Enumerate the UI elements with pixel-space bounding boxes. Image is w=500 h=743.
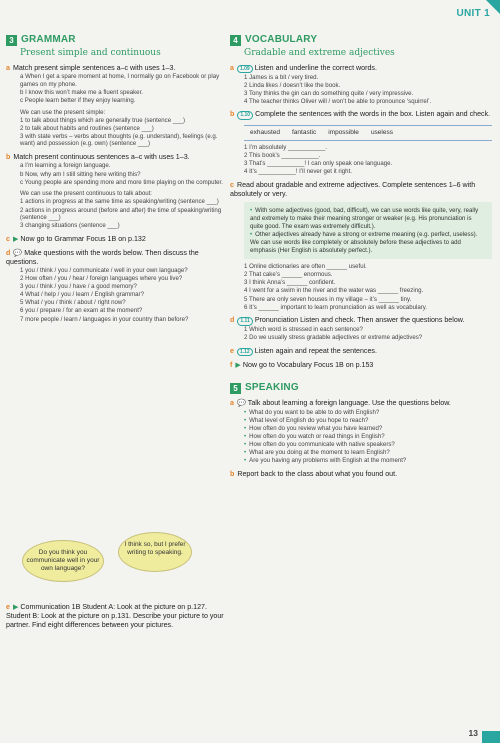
item-list <box>244 263 492 311</box>
unit-label: UNIT 1 <box>456 8 490 19</box>
rule-item <box>250 231 486 254</box>
list-item: 3 you / think / you / have / a good memory? <box>20 283 137 291</box>
list-item: 1 James is a bit / very tired. <box>244 73 319 81</box>
list-item: 3 Tony thinks the gin can do something quite / very impressive. <box>244 89 414 97</box>
task-letter: e <box>230 346 234 355</box>
task-letter: a <box>230 399 234 408</box>
grammar-heading <box>6 34 226 47</box>
vocabulary-column <box>230 34 492 479</box>
list-item <box>244 417 492 425</box>
bullet-icon: • <box>244 424 247 432</box>
list-item: c People learn better if they enjoy learning. <box>20 96 136 104</box>
bullet-icon: • <box>244 433 247 441</box>
speech-bubble-answer: I think so, but I prefer writing to speaking. <box>118 532 192 572</box>
task-letter: d <box>230 316 235 325</box>
task-a <box>230 64 492 73</box>
list-item <box>244 433 492 441</box>
rule-item <box>250 207 486 230</box>
communication-task-text[interactable]: Communication 1B Student A: Look at the picture on p.127. Student B: Look at the picture on p.131. Describe your picture to your partner. Find eight differences between your pictures. <box>6 603 224 629</box>
list-item: 1 to talk about things which are generally true (sentence ___) <box>20 116 185 124</box>
question-list <box>244 409 492 465</box>
speaking-heading <box>230 382 492 395</box>
list-item: 1 actions in progress at the same time as speaking/writing (sentence ___) <box>20 198 219 206</box>
list-item: 2 How often / you / hear / foreign languages where you live? <box>20 275 183 283</box>
task-b <box>6 153 226 162</box>
list-item: 7 more people / learn / languages in your country than before? <box>20 315 189 323</box>
task-c <box>230 181 492 199</box>
list-item: 1 you / think / you / communicate / well in your own language? <box>20 266 188 274</box>
task-a <box>230 399 492 408</box>
list-item <box>244 457 492 465</box>
audio-icon[interactable]: 1.09 <box>237 65 253 73</box>
vocabulary-focus-link[interactable]: Now go to Vocabulary Focus 1B on p.153 <box>242 361 374 369</box>
audio-icon[interactable]: 1.11 <box>237 317 252 325</box>
play-arrow-icon: ▶ <box>235 361 241 369</box>
list-item: 6 It’s ______ important to learn pronunciation as well as vocabulary. <box>244 303 428 311</box>
task-letter: e <box>6 603 10 611</box>
list-item: b I know this won’t make me a fluent speaker. <box>20 88 143 96</box>
list-item: 2 to talk about habits and routines (sentence ___) <box>20 124 154 132</box>
section-subtitle: Present simple and continuous <box>20 47 161 58</box>
list-item: 2 This book’s ___________. <box>244 151 321 159</box>
audio-icon[interactable]: 1.12 <box>237 348 253 356</box>
list-item: 1 Online dictionaries are often ______ useful. <box>244 263 367 271</box>
list-item: 2 That cake’s ______ enormous. <box>244 271 333 279</box>
bullet-icon: • <box>244 408 247 416</box>
question-text: Are you having any problems with English at the moment? <box>249 457 407 465</box>
task-letter: a <box>230 63 234 72</box>
bullet-icon: • <box>244 449 247 457</box>
rules-box <box>244 202 492 259</box>
list-item: 4 It’s ___________! I’ll never get it right. <box>244 168 352 176</box>
list-item: 3 I think Anna’s ______ confident. <box>244 279 336 287</box>
list-item: 2 actions in progress around (before and after) the time of speaking/writing (sentence ___) <box>20 206 222 222</box>
list-item: 1 I’m absolutely ___________. <box>244 143 328 151</box>
task-letter: b <box>230 110 235 119</box>
list-item: 5 There are only seven houses in my village – it’s ______ tiny. <box>244 295 412 303</box>
item-list <box>244 326 492 342</box>
task-letter: b <box>230 469 235 478</box>
list-item: 2 Do we usually stress gradable adjectives or extreme adjectives? <box>244 334 423 342</box>
task-a <box>6 64 226 73</box>
list-item <box>244 449 492 457</box>
play-arrow-icon: ▶ <box>12 234 19 243</box>
task-b <box>230 470 492 479</box>
task-letter: d <box>6 248 11 257</box>
uses-list <box>20 117 226 148</box>
list-item: a I’m learning a foreign language. <box>20 162 111 170</box>
task-d <box>230 316 492 325</box>
task-d <box>6 249 226 267</box>
task-b <box>230 110 492 119</box>
page-number: 13 <box>468 728 478 739</box>
speech-bubble-icon: 💬 <box>236 399 246 408</box>
word-box-item: exhausted <box>250 128 280 136</box>
task-instruction: Talk about learning a foreign language. Use the questions below. <box>247 399 451 408</box>
speech-bubble-icon: 💬 <box>13 248 23 257</box>
list-item: 1 Which word is stressed in each sentence? <box>244 326 363 334</box>
uses-list <box>20 198 226 229</box>
vocabulary-heading <box>230 34 492 47</box>
task-instruction: Report back to the class about what you found out. <box>237 469 398 478</box>
task-instruction: Match present simple sentences a–c with uses 1–3. <box>12 63 176 72</box>
task-letter: b <box>6 153 11 162</box>
task-instruction: Listen again and repeat the sentences. <box>254 346 377 355</box>
word-box-item: useless <box>370 128 393 136</box>
section-number: 5 <box>230 383 241 394</box>
section-title: GRAMMAR <box>21 34 76 45</box>
item-list <box>244 144 492 176</box>
rule-text: With some adjectives (good, bad, difficult), we can use words like quite, very, really and extremely to make their meaning stronger or weaker (e.g. His pronunciation is quite good. The exam was extremely difficult.). <box>250 207 479 230</box>
list-item: 4 The teacher thinks Oliver will / won’t be able to pronounce ‘squirrel’. <box>244 97 432 105</box>
page-corner-bar <box>482 731 500 743</box>
list-item: 4 I went for a swim in the river and the water was ______ freezing. <box>244 287 424 295</box>
usage-note: We can use the present simple: <box>20 108 106 116</box>
list-item: 5 What / you / think / about / right now? <box>20 299 126 307</box>
task-letter: c <box>6 234 10 243</box>
task-e <box>230 347 492 356</box>
speech-bubble-question: Do you think you communicate well in your own language? <box>22 540 104 582</box>
question-text: How often do you watch or read things in English? <box>249 433 385 441</box>
task-instruction: Complete the sentences with the words in the box. Listen again and check. <box>255 110 491 119</box>
section-title: VOCABULARY <box>245 34 318 45</box>
task-e <box>6 603 226 630</box>
question-text: What level of English do you hope to reach? <box>249 416 369 424</box>
question-list <box>20 267 226 323</box>
list-item <box>244 441 492 449</box>
bullet-icon: • <box>244 457 247 465</box>
play-arrow-icon: ▶ <box>12 603 19 611</box>
task-instruction: Read about gradable and extreme adjectives. Complete sentences 1–6 with absolutely or very. <box>230 180 476 198</box>
task-instruction: Listen and underline the correct words. <box>254 63 377 72</box>
list-item: 3 changing situations (sentence ___) <box>20 222 120 230</box>
rule-text: Other adjectives already have a strong or extreme meaning (e.g. perfect, useless). We can use words like completely or absolutely before these adjectives to add emphasis (Her English is absolutely perfect.). <box>250 231 478 254</box>
word-box <box>244 125 492 141</box>
list-item: 3 That’s ___________! I can only speak one language. <box>244 160 393 168</box>
sentence-list <box>20 162 226 186</box>
usage-note: We can use the present continuous to talk about: <box>20 190 153 198</box>
task-instruction: Match present continuous sentences a–c with uses 1–3. <box>13 153 190 162</box>
section-title: SPEAKING <box>245 381 299 393</box>
section-number: 4 <box>230 35 241 46</box>
bullet-icon: • <box>250 207 253 215</box>
word-box-item: fantastic <box>292 128 317 136</box>
bullet-icon: • <box>250 231 253 239</box>
list-item <box>244 425 492 433</box>
section-number: 3 <box>6 35 17 46</box>
list-item: b Now, why am I still sitting here writing this? <box>20 170 141 178</box>
task-letter: a <box>6 63 10 72</box>
task-letter: c <box>230 180 234 189</box>
item-list <box>244 74 492 106</box>
sentence-list <box>20 73 226 104</box>
list-item: 3 with state verbs – verbs about thoughts (e.g. understand), feelings (e.g. want) and possession (e.g. own) (sentence ___) <box>20 132 218 148</box>
section-subtitle: Gradable and extreme adjectives <box>244 47 395 58</box>
task-c[interactable] <box>6 235 226 244</box>
grammar-column <box>6 34 226 324</box>
list-item: 2 Linda likes / doesn’t like the book. <box>244 81 341 89</box>
question-text: How often do you communicate with native speakers? <box>249 441 395 449</box>
question-text: What do you want to be able to do with English? <box>249 408 380 416</box>
grammar-focus-link[interactable]: Now go to Grammar Focus 1B on p.132 <box>20 234 146 243</box>
task-f[interactable] <box>230 361 492 370</box>
list-item <box>244 409 492 417</box>
task-instruction: Make questions with the words below. Then discuss the questions. <box>6 248 199 266</box>
question-text: What are you doing at the moment to learn English? <box>249 449 390 457</box>
word-box-item: impossible <box>328 128 359 136</box>
bullet-icon: • <box>244 441 247 449</box>
task-letter: f <box>230 361 233 369</box>
audio-icon[interactable]: 1.10 <box>237 111 253 119</box>
list-item: c Young people are spending more and more time playing on the computer. <box>20 178 223 186</box>
list-item: 6 you / prepare / for an exam at the moment? <box>20 307 143 315</box>
task-instruction: Pronunciation Listen and check. Then answer the questions below. <box>254 316 465 325</box>
bullet-icon: • <box>244 416 247 424</box>
question-text: How often do you review what you have learned? <box>249 424 383 432</box>
list-item: a When I get a spare moment at home, I normally go on Facebook or play games on my phone. <box>20 73 220 88</box>
list-item: 4 What / help / you / learn / English grammar? <box>20 291 144 299</box>
